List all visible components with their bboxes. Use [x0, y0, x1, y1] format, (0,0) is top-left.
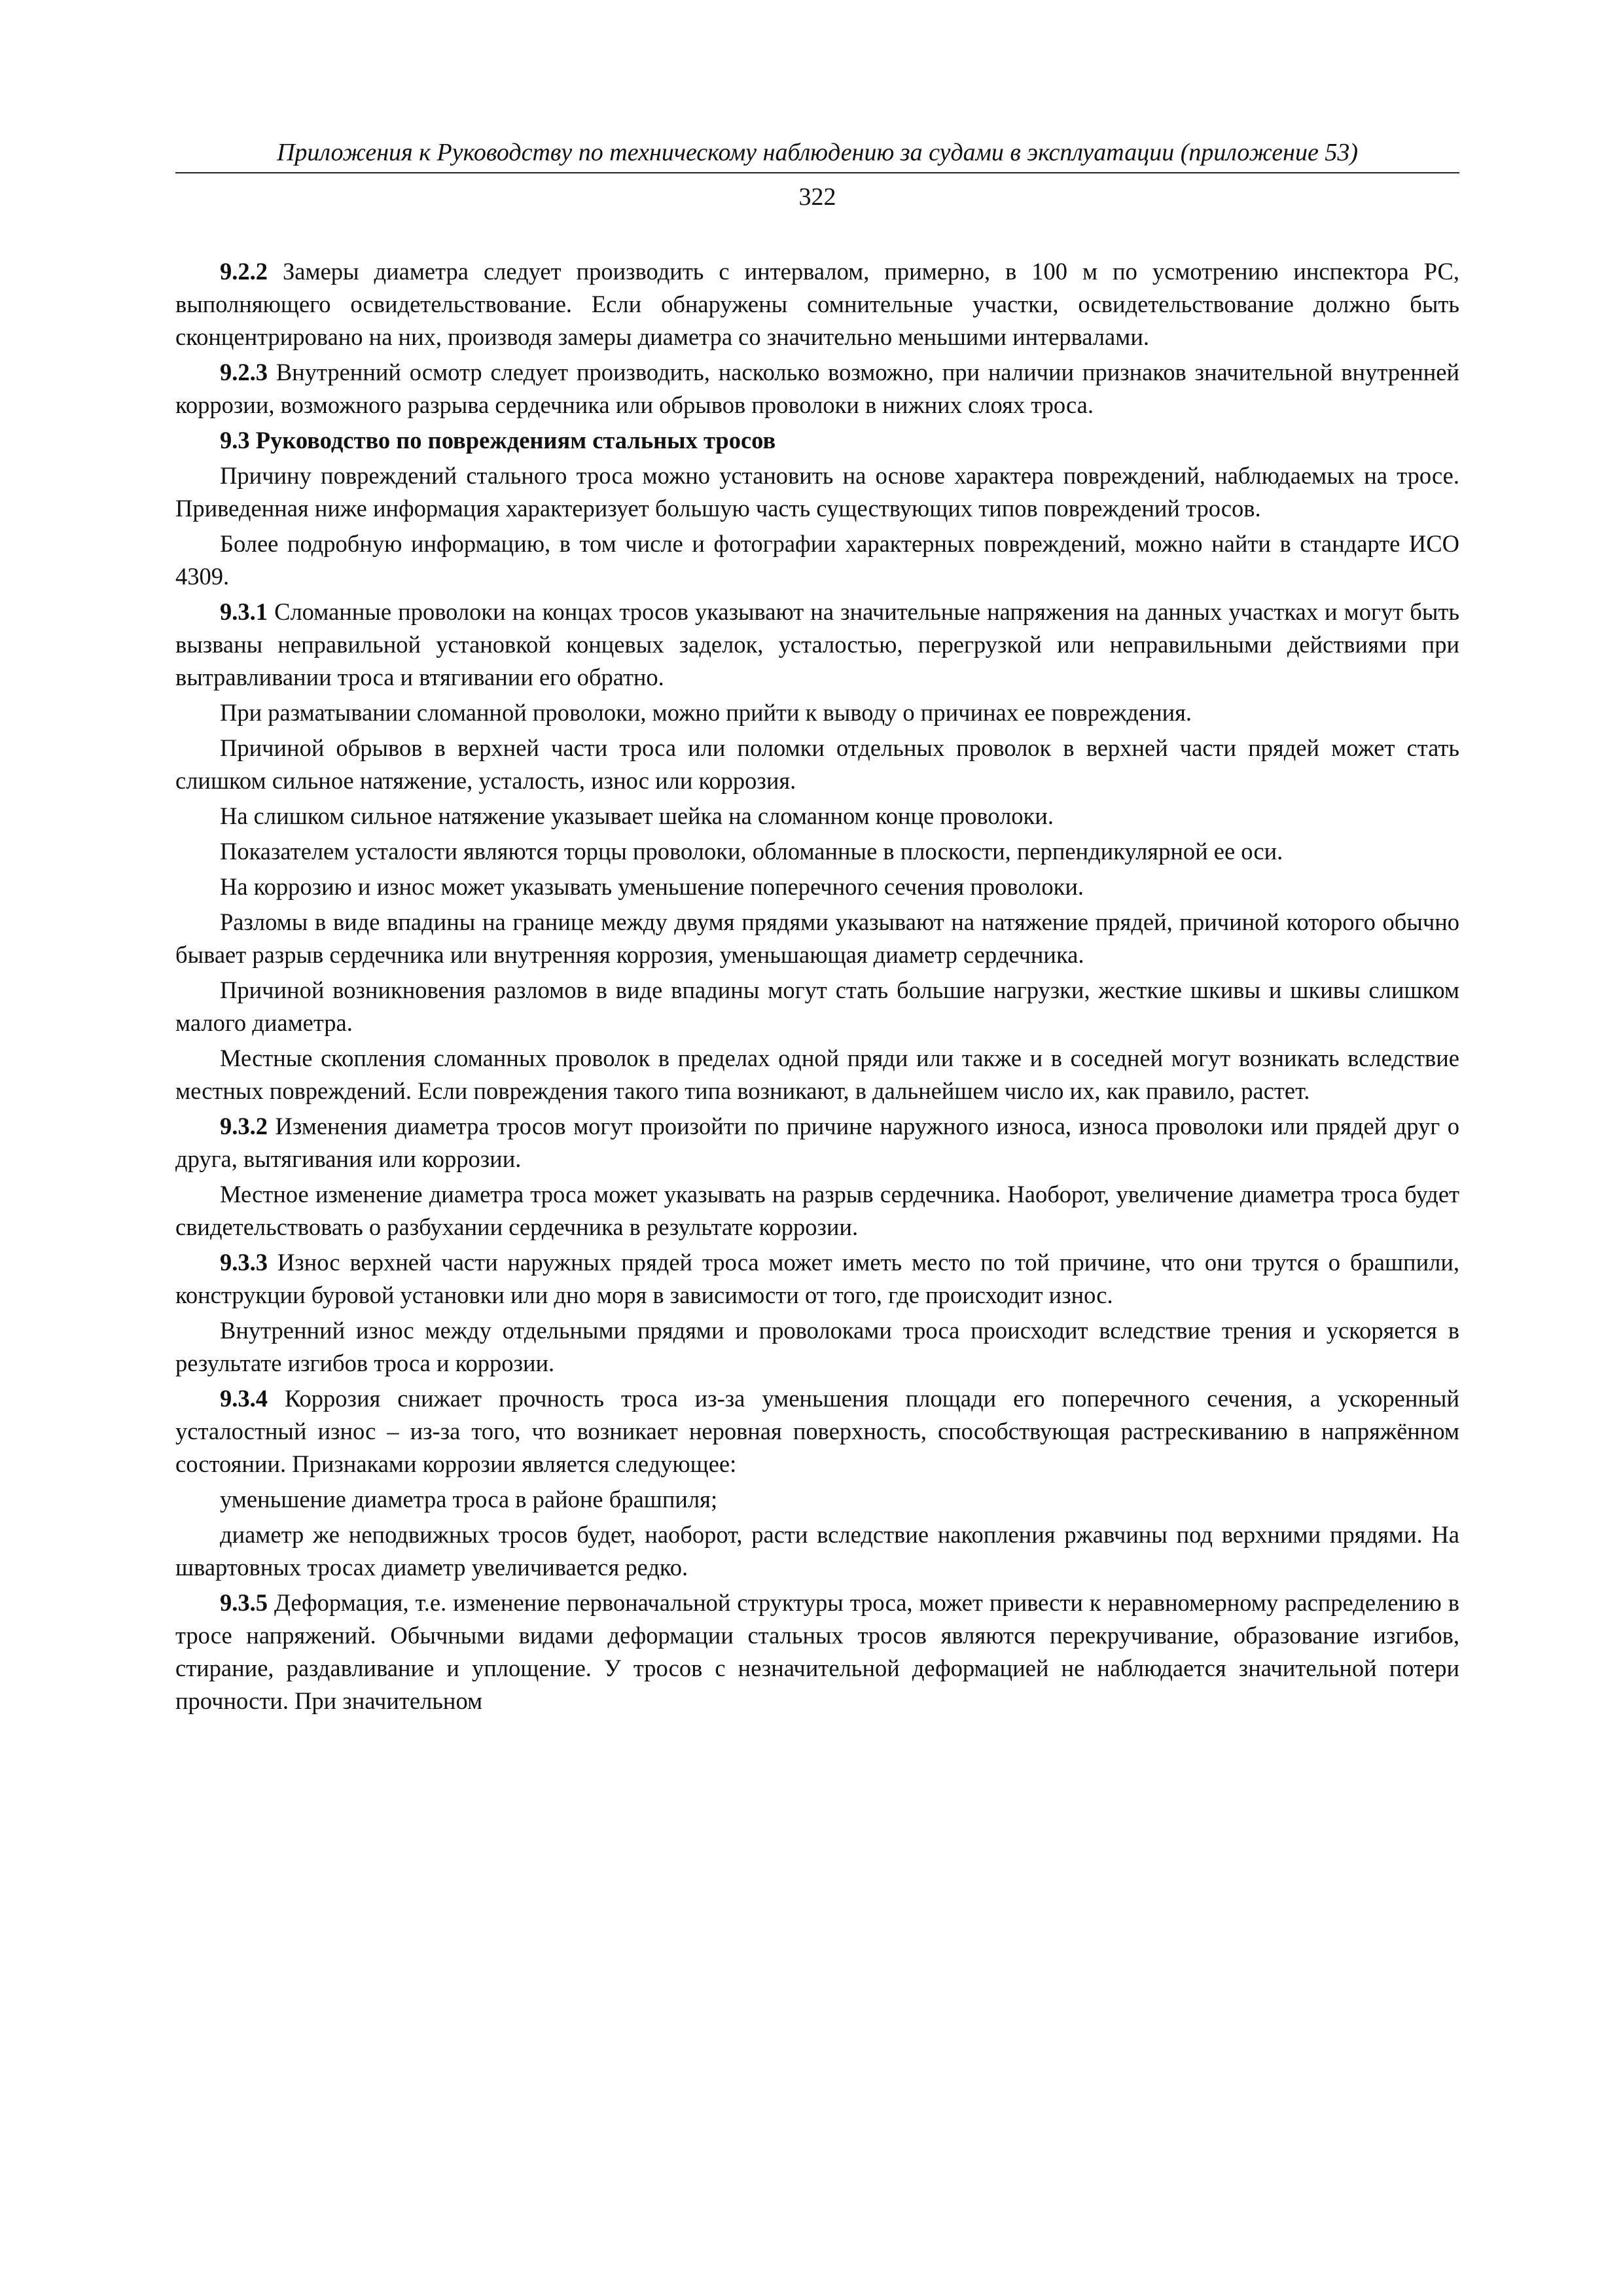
- paragraph: [175, 835, 1459, 868]
- paragraph: [175, 906, 1459, 971]
- running-header: Приложения к Руководству по техническому наблюдению за судами в эксплуатации (приложение 53): [276, 139, 1359, 166]
- paragraph: [175, 800, 1459, 833]
- section-number: 9.3.2: [220, 1113, 268, 1139]
- paragraph-text: Причину повреждений стального троса можно установить на основе характера повреждений, наблюдаемых на тросе. Приведенная ниже информация характеризует большую часть существующих типов повреждений тросов.: [175, 462, 1459, 522]
- paragraph-text: уменьшение диаметра троса в районе брашпиля;: [220, 1486, 718, 1513]
- section-number: 9.3.3: [220, 1249, 268, 1276]
- paragraph-text: Сломанные проволоки на концах тросов указывают на значительные напряжения на данных участках и могут быть вызваны неправильной установкой концевых заделок, усталостью, перегрузкой или неправильными действиями при вытравливании троса и втягивании его обратно.: [175, 598, 1459, 691]
- paragraph: [175, 732, 1459, 797]
- paragraph-text: Местное изменение диаметра троса может указывать на разрыв сердечника. Наоборот, увеличение диаметра троса будет свидетельствовать о разбухании сердечника в результате коррозии.: [175, 1181, 1459, 1240]
- paragraph-text: Деформация, т.е. изменение первоначальной структуры троса, может привести к неравномерному распределению в тросе напряжений. Обычными видами деформации стальных тросов являются перекручивание, образование изгибов, стирание, раздавливание и уплощение. У тросов с незначительной деформацией не наблюдается значительной потери прочности. При значительном: [175, 1589, 1459, 1714]
- section-heading-9-3: [175, 424, 1459, 457]
- paragraph-9-3-2: [175, 1110, 1459, 1175]
- paragraph: [175, 870, 1459, 903]
- paragraph-text: Причиной обрывов в верхней части троса или поломки отдельных проволок в верхней части прядей может стать слишком сильное натяжение, усталость, износ или коррозия.: [175, 734, 1459, 794]
- paragraph-9-3-1: [175, 596, 1459, 694]
- paragraph: [175, 696, 1459, 729]
- paragraph-text: Разломы в виде впадины на границе между двумя прядями указывают на натяжение прядей, причиной которого обычно бывает разрыв сердечника или внутренняя коррозия, уменьшающая диаметр сердечника.: [175, 908, 1459, 968]
- section-number: 9.3.5: [220, 1589, 268, 1616]
- section-number: 9.2.3: [220, 359, 268, 386]
- paragraph-text: При разматывании сломанной проволоки, можно прийти к выводу о причинах ее повреждения.: [220, 699, 1192, 726]
- body-text: [175, 255, 1459, 1720]
- paragraph: [175, 1178, 1459, 1244]
- paragraph: [175, 528, 1459, 593]
- paragraph: [175, 974, 1459, 1039]
- paragraph-9-3-4: [175, 1382, 1459, 1480]
- paragraph-9-2-2: [175, 255, 1459, 353]
- paragraph-text: Показателем усталости являются торцы проволоки, обломанные в плоскости, перпендикулярной ее оси.: [220, 838, 1283, 865]
- header-rule: [175, 172, 1459, 173]
- paragraph-text: Изменения диаметра тросов могут произойти по причине наружного износа, износа проволоки или прядей друг о друга, вытягивания или коррозии.: [175, 1113, 1459, 1172]
- section-number: 9.3.1: [220, 598, 268, 625]
- paragraph-text: Внутренний износ между отдельными прядями и проволоками троса происходит вследствие трения и ускоряется в результате изгибов троса и коррозии.: [175, 1317, 1459, 1376]
- paragraph-text: Более подробную информацию, в том числе и фотографии характерных повреждений, можно найти в стандарте ИСО 4309.: [175, 530, 1459, 590]
- paragraph: [175, 459, 1459, 525]
- paragraph-text: Внутренний осмотр следует производить, насколько возможно, при наличии признаков значительной внутренней коррозии, возможного разрыва сердечника или обрывов проволоки в нижних слоях троса.: [175, 359, 1459, 418]
- paragraph: [175, 1518, 1459, 1584]
- paragraph-text: Коррозия снижает прочность троса из-за уменьшения площади его поперечного сечения, а ускоренный усталостный износ – из-за того, что возникает неровная поверхность, способствующая растрескиванию в напряжённом состоянии. Признаками коррозии является следующее:: [175, 1385, 1459, 1477]
- page-number: 322: [798, 183, 836, 211]
- paragraph-text: Замеры диаметра следует производить с интервалом, примерно, в 100 м по усмотрению инспектора РС, выполняющего освидетельствование. Если обнаружены сомнительные участки, освидетельствование должно быть сконцентрировано на них, производя замеры диаметра со значительно меньшими интервалами.: [175, 258, 1459, 350]
- section-number: 9.3.4: [220, 1385, 268, 1412]
- paragraph-text: Причиной возникновения разломов в виде впадины могут стать большие нагрузки, жесткие шкивы и шкивы слишком малого диаметра.: [175, 977, 1459, 1036]
- section-number: 9.3: [220, 427, 250, 454]
- paragraph-text: На слишком сильное натяжение указывает шейка на сломанном конце проволоки.: [220, 802, 1054, 829]
- section-number: 9.2.2: [220, 258, 268, 285]
- paragraph-9-3-5: [175, 1587, 1459, 1717]
- paragraph-text: Износ верхней части наружных прядей троса может иметь место по той причине, что они трутся о брашпили, конструкции буровой установки или дно моря в зависимости от того, где происходит износ.: [175, 1249, 1459, 1308]
- paragraph: [175, 1314, 1459, 1380]
- paragraph-9-2-3: [175, 356, 1459, 422]
- heading-text: Руководство по повреждениям стальных тросов: [249, 427, 776, 454]
- paragraph-text: диаметр же неподвижных тросов будет, наоборот, расти вследствие накопления ржавчины под верхними прядями. На швартовных тросах диаметр увеличивается редко.: [175, 1521, 1459, 1581]
- paragraph: [175, 1483, 1459, 1516]
- paragraph-text: На коррозию и износ может указывать уменьшение поперечного сечения проволоки.: [220, 873, 1084, 900]
- paragraph: [175, 1042, 1459, 1107]
- paragraph-text: Местные скопления сломанных проволок в пределах одной пряди или также и в соседней могут возникать вследствие местных повреждений. Если повреждения такого типа возникают, в дальнейшем число их, как правило, растет.: [175, 1045, 1459, 1104]
- paragraph-9-3-3: [175, 1246, 1459, 1312]
